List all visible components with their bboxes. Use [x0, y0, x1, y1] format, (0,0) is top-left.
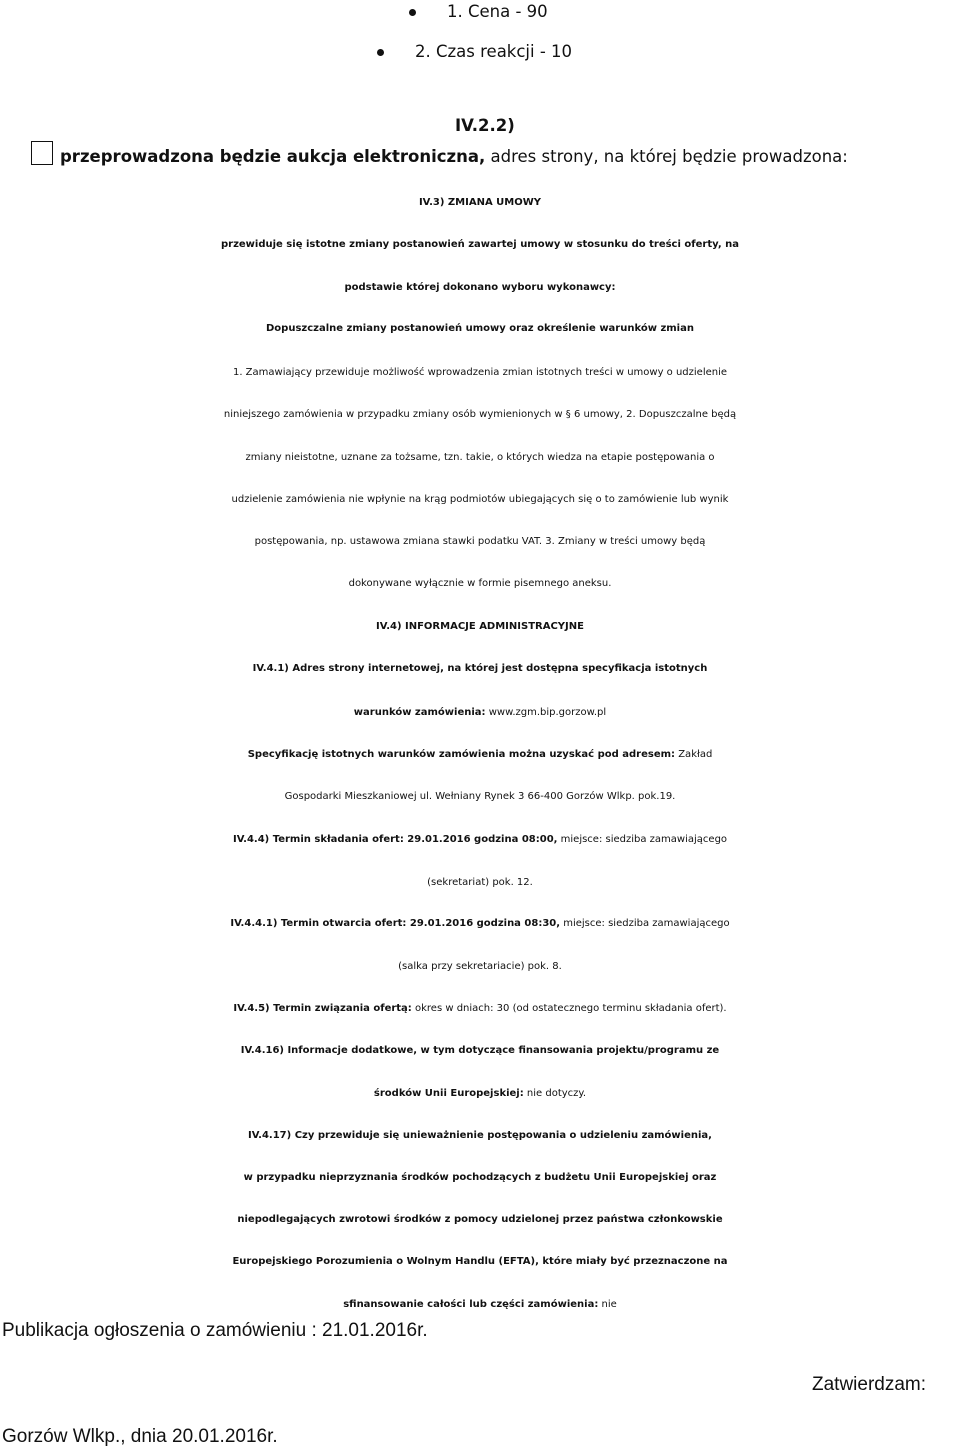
paragraph-line: IV.4.17) Czy przewiduje się unieważnienie postępowania o udzieleniu zamówienia, [248, 1130, 712, 1141]
paragraph-line: 1. Zamawiający przewiduje możliwość wprowadzenia zmian istotnych treści w umowy o udzielenie [232, 367, 728, 378]
place-date: Gorzów Wlkp., dnia 20.01.2016r. [2, 1426, 278, 1447]
paragraph-line: IV.4.5) Termin związania ofertą: okres w dniach: 30 (od ostatecznego terminu składania ofert). [233, 1003, 727, 1014]
paragraph-line: Gospodarki Mieszkaniowej ul. Wełniany Rynek 3 66-400 Gorzów Wlkp. pok.19. [284, 791, 676, 802]
paragraph-line: warunków zamówienia: www.zgm.bip.gorzow.pl [353, 707, 607, 718]
section-heading: IV.3) ZMIANA UMOWY [418, 197, 542, 208]
publication-date: Publikacja ogłoszenia o zamówieniu : 21.01.2016r. [2, 1320, 428, 1341]
bullet-dot [377, 49, 384, 56]
paragraph-line: Dopuszczalne zmiany postanowień umowy oraz określenie warunków zmian [266, 323, 694, 334]
website-link[interactable]: www.zgm.bip.gorzow.pl [485, 707, 607, 718]
criteria-item: 1. Cena - 90 [447, 2, 548, 21]
auction-line: przeprowadzona będzie aukcja elektroniczna, adres strony, na której będzie prowadzona: [60, 147, 848, 166]
paragraph-line: (sekretariat) pok. 12. [427, 877, 533, 888]
paragraph-line: niepodlegających zwrotowi środków z pomocy udzielonej przez państwa członkowskie [237, 1214, 723, 1225]
approval-label: Zatwierdzam: [812, 1374, 927, 1395]
paragraph-line: IV.4.4) Termin składania ofert: 29.01.2016 godzina 08:00, miejsce: siedziba zamawiającego [232, 834, 728, 845]
paragraph-line: przewiduje się istotne zmiany postanowień zawartej umowy w stosunku do treści oferty, na [220, 239, 739, 250]
paragraph-line: podstawie której dokonano wyboru wykonawcy: [344, 282, 616, 293]
paragraph-line: udzielenie zamówienia nie wpłynie na krąg podmiotów ubiegających się o to zamówienie lub wynik [231, 494, 729, 505]
section-heading: IV.2.2) [455, 116, 515, 135]
criteria-item: 2. Czas reakcji - 10 [415, 42, 573, 61]
paragraph-line: zmiany nieistotne, uznane za tożsame, tzn. takie, o których wiedza na etapie postępowania o [245, 452, 715, 463]
paragraph-line: Europejskiego Porozumienia o Wolnym Handlu (EFTA), które miały być przeznaczone na [232, 1256, 728, 1267]
checkbox-square-icon [31, 141, 53, 165]
paragraph-line: w przypadku nieprzyznania środków pochodzących z budżetu Unii Europejskiej oraz [243, 1172, 717, 1183]
paragraph-line: (salka przy sekretariacie) pok. 8. [398, 961, 562, 972]
paragraph-line: sfinansowanie całości lub części zamówienia: nie [343, 1299, 617, 1310]
paragraph-line: Specyfikację istotnych warunków zamówienia można uzyskać pod adresem: Zakład [247, 749, 713, 760]
paragraph-line: IV.4.1) Adres strony internetowej, na której jest dostępna specyfikacja istotnych [252, 663, 708, 674]
paragraph-line: dokonywane wyłącznie w formie pisemnego aneksu. [348, 578, 612, 589]
bullet-dot [409, 9, 416, 16]
paragraph-line: postępowania, np. ustawowa zmiana stawki podatku VAT. 3. Zmiany w treści umowy będą [254, 536, 706, 547]
paragraph-line: IV.4.4.1) Termin otwarcia ofert: 29.01.2016 godzina 08:30, miejsce: siedziba zamawiającego [230, 918, 730, 929]
paragraph-line: IV.4.16) Informacje dodatkowe, w tym dotyczące finansowania projektu/programu ze [240, 1045, 720, 1056]
section-heading: IV.4) INFORMACJE ADMINISTRACYJNE [376, 621, 584, 632]
paragraph-line: niniejszego zamówienia w przypadku zmiany osób wymienionych w § 6 umowy, 2. Dopuszczalne będą [223, 409, 737, 420]
paragraph-line: środków Unii Europejskiej: nie dotyczy. [373, 1088, 587, 1099]
